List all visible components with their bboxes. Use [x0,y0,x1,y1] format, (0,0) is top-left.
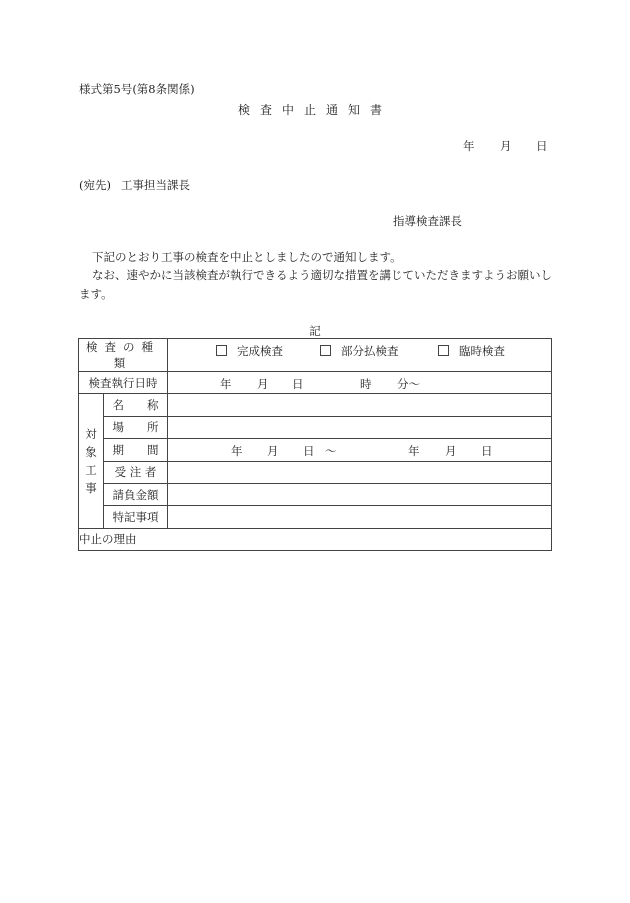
location-label: 場 所 [104,416,168,438]
inspection-datetime-value[interactable] [168,372,552,394]
reason-field[interactable] [79,528,552,550]
contract-amount-label: 請負金額 [104,483,168,505]
period-start-month: 月 [267,444,279,459]
option-temporary[interactable]: 臨時検査 [438,343,505,359]
checkbox-partial-payment-icon[interactable] [320,345,331,356]
period-label: 期 間 [104,439,168,461]
form-id: 様式第5号(第8条関係) [79,82,195,96]
option-partial-payment[interactable]: 部分払検査 [320,343,399,359]
dt-hour: 時 [360,377,372,391]
addressee-prefix: (宛先) [79,178,111,192]
row-period [79,439,552,461]
dt-day: 日 [292,377,304,391]
date-day: 日 [536,139,548,153]
row-reason [79,528,552,550]
period-start-year: 年 [231,444,243,459]
ki-heading: 記 [309,324,321,338]
inspection-form-table [78,338,552,551]
dt-year: 年 [220,377,232,391]
date-year: 年 [463,139,475,153]
period-tilde: 〜 [325,444,337,459]
paragraph-2: なお、速やかに当該検査が執行できるよう適切な措置を講じていただきますようお願いします。 [79,268,552,301]
row-name [79,394,552,416]
row-special-notes [79,506,552,528]
row-contract-amount [79,483,552,505]
paragraph-1: 下記のとおり工事の検査を中止としましたので通知します。 [92,250,402,264]
special-notes-value[interactable] [168,506,552,528]
dt-minute: 分〜 [397,377,420,391]
name-value[interactable] [168,394,552,416]
addressee-name: 工事担当課長 [120,178,190,192]
construction-vertical-label: 対 象 工 事 [79,394,104,528]
row-contractor [79,461,552,483]
contract-amount-value[interactable] [168,483,552,505]
dt-month: 月 [257,377,269,391]
sender: 指導検査課長 [393,214,462,228]
document-title: 検査中止通知書 [237,103,392,117]
reason-label: 中止の理由 [79,532,137,547]
name-label: 名 称 [104,394,168,416]
special-notes-label: 特記事項 [104,506,168,528]
inspection-type-label: 検査の種類 [79,339,168,372]
row-inspection-type [79,339,552,372]
period-value[interactable] [168,439,552,461]
period-end-year: 年 [408,444,420,459]
date-month: 月 [500,139,512,153]
period-start-day: 日 [303,444,315,459]
row-location [79,416,552,438]
addressee [79,177,190,193]
inspection-datetime-label: 検査執行日時 [79,372,168,394]
checkbox-temporary-icon[interactable] [438,345,449,356]
contractor-label: 受 注 者 [104,461,168,483]
inspection-type-options [168,339,552,372]
option-completion[interactable]: 完成検査 [216,343,283,359]
contractor-value[interactable] [168,461,552,483]
period-end-month: 月 [445,444,457,459]
checkbox-completion-icon[interactable] [216,345,227,356]
location-value[interactable] [168,416,552,438]
period-end-day: 日 [481,444,493,459]
row-inspection-datetime [79,372,552,394]
